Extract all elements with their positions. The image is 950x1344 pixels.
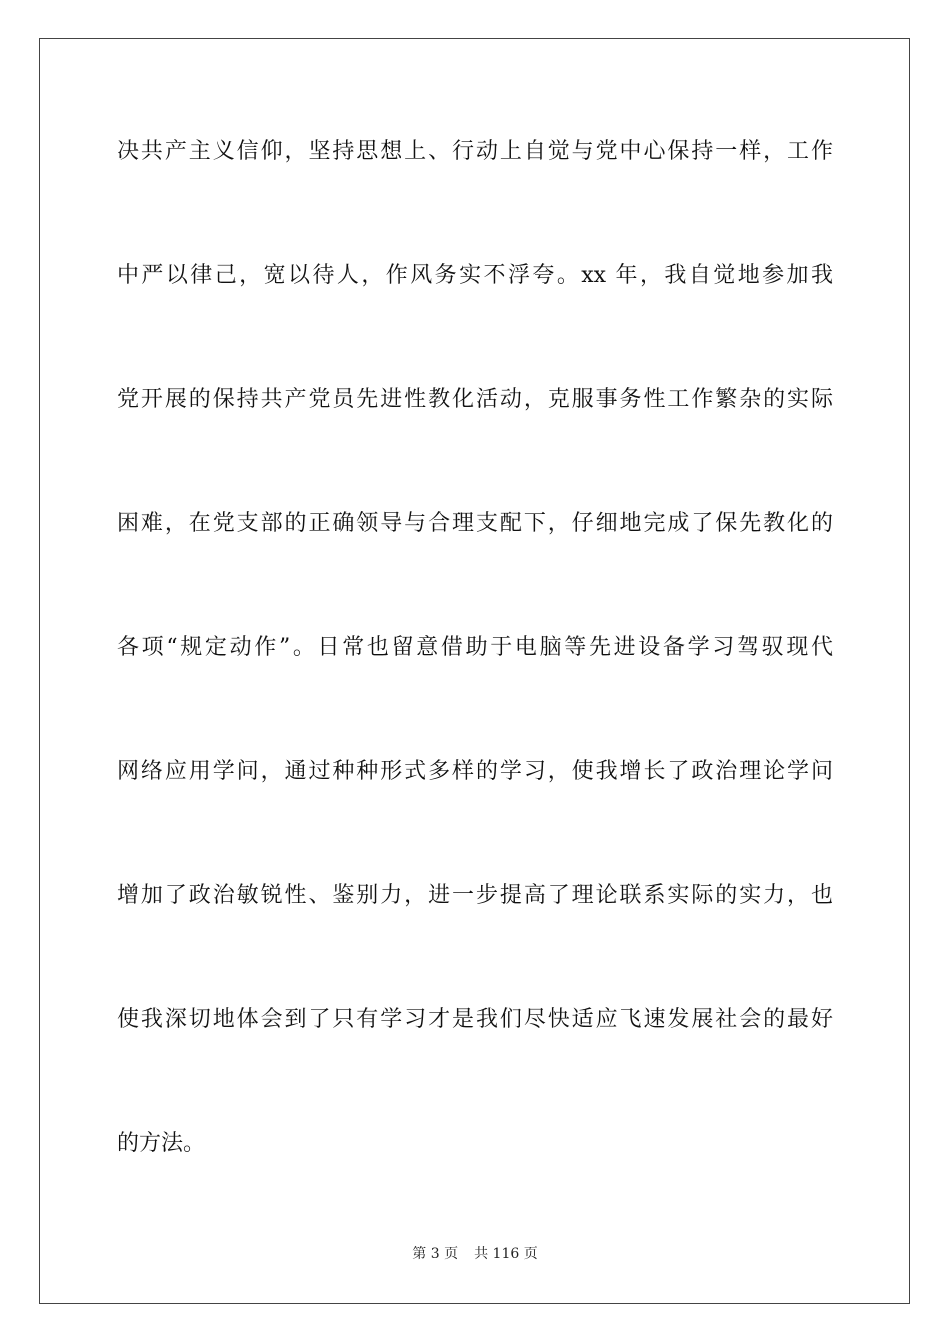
text-line: 使我深切地体会到了只有学习才是我们尽快适应飞速发展社会的最好 — [117, 1007, 833, 1032]
text-line: 决共产主义信仰，坚持思想上、行动上自觉与党中心保持一样，工作 — [117, 139, 833, 164]
text-line: 党开展的保持共产党员先进性教化活动，克服事务性工作繁杂的实际 — [117, 387, 833, 412]
page-footer — [0, 1245, 950, 1263]
text-line: 增加了政治敏锐性、鉴别力，进一步提高了理论联系实际的实力，也 — [117, 883, 833, 908]
text-line: 各项“规定动作”。日常也留意借助于电脑等先进设备学习驾驭现代 — [117, 635, 833, 660]
page-number: 第 3 页 — [412, 1246, 459, 1262]
text-line: 网络应用学问，通过种种形式多样的学习，使我增长了政治理论学问 — [117, 759, 833, 784]
page-total: 共 116 页 — [474, 1246, 538, 1262]
text-line: 中严以律己，宽以待人，作风务实不浮夸。xx 年，我自觉地参加我 — [117, 263, 833, 288]
page-border — [39, 38, 910, 1304]
text-line: 的方法。 — [117, 1131, 206, 1156]
text-line: 困难，在党支部的正确领导与合理支配下，仔细地完成了保先教化的 — [117, 511, 833, 536]
